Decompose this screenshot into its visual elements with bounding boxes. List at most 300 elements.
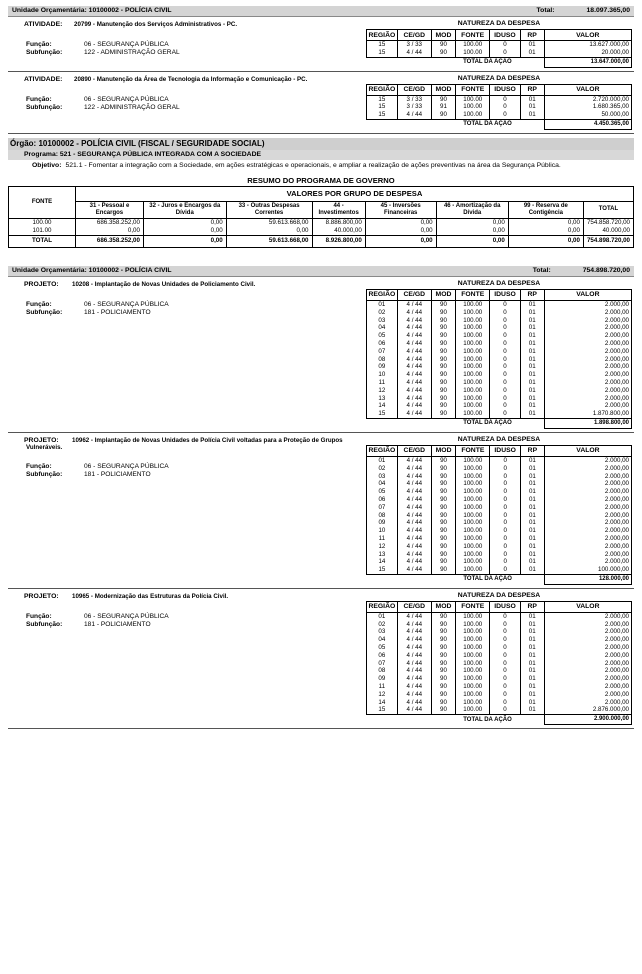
table-cell: 100.00 [456, 558, 490, 566]
table-cell: 100.00 [456, 363, 490, 371]
table-cell: 01 [520, 363, 544, 371]
table-cell: 90 [431, 699, 455, 707]
table-row [367, 387, 632, 395]
table-cell: 06 [367, 340, 398, 348]
table-header-row [367, 84, 632, 95]
table-cell: 50.000,00 [544, 111, 631, 119]
resumo-cell: 686.358.252,00 [76, 218, 144, 227]
natureza-panel [366, 591, 632, 725]
funcao-subfuncao [26, 463, 169, 479]
action-info [8, 591, 360, 725]
table-cell: 01 [520, 644, 544, 652]
resumo-cell: 0,00 [226, 227, 312, 236]
table-cell: 100.00 [456, 488, 490, 496]
resumo-col-header: 31 - Pessoal e Encargos [76, 201, 144, 218]
table-cell: 0 [490, 309, 520, 317]
table-row [367, 566, 632, 574]
table-cell: 2.000,00 [544, 363, 631, 371]
table-cell: 01 [520, 527, 544, 535]
table-row [367, 543, 632, 551]
table-cell: 100.00 [456, 675, 490, 683]
table-cell: 100.00 [456, 667, 490, 675]
table-cell: 0 [490, 496, 520, 504]
col-header: REGIÃO [368, 86, 396, 94]
resumo-cell: 754.858.720,00 [583, 218, 633, 227]
table-row [367, 667, 632, 675]
table-cell: 2.000,00 [544, 324, 631, 332]
table-cell: 01 [520, 95, 544, 103]
resumo-col-header: 44 - Investimentos [312, 201, 365, 218]
resumo-row [9, 218, 634, 227]
table-cell: 2.000,00 [544, 667, 631, 675]
table-cell: 0 [490, 379, 520, 387]
table-cell: 4 / 44 [397, 512, 431, 520]
table-cell: 07 [367, 660, 398, 668]
subfuncao-label: Subfunção: [26, 103, 63, 111]
table-cell: 2.000,00 [544, 543, 631, 551]
table-cell: 12 [367, 543, 398, 551]
funcao-value: 06 - SEGURANÇA PÚBLICA [84, 612, 169, 620]
action-title-text: 20890 - Manutenção da Área de Tecnologia da Informação e Comunicação - PC. [74, 75, 308, 83]
table-cell: 100.00 [456, 356, 490, 364]
table-cell: 4 / 44 [397, 683, 431, 691]
table-row [367, 317, 632, 325]
table-cell: 4 / 44 [397, 488, 431, 496]
table-cell: 14 [367, 558, 398, 566]
action-total-value: 4.450.365,00 [544, 119, 631, 129]
table-cell: 4 / 44 [397, 566, 431, 574]
action-title-text: 10965 - Modernização das Estruturas da Polícia Civil. [72, 592, 229, 600]
table-cell: 90 [431, 706, 455, 714]
table-cell: 100.00 [456, 49, 490, 57]
table-cell: 0 [490, 41, 520, 49]
table-row [367, 379, 632, 387]
action-info [8, 279, 360, 429]
table-cell: 15 [367, 49, 398, 57]
table-cell: 01 [520, 504, 544, 512]
subfuncao-row [26, 471, 169, 479]
table-cell: 2.000,00 [544, 519, 631, 527]
table-cell: 2.000,00 [544, 332, 631, 340]
funcao-label: Função: [26, 300, 52, 308]
natureza-title: NATUREZA DA DESPESA [457, 591, 541, 599]
resumo-cell: 0,00 [508, 218, 583, 227]
table-cell: 01 [520, 103, 544, 111]
col-header: RP [520, 289, 544, 300]
table-cell: 0 [490, 519, 520, 527]
action-title [8, 19, 360, 29]
table-row [367, 371, 632, 379]
table-row [367, 496, 632, 504]
table-cell: 01 [520, 543, 544, 551]
table-cell: 01 [520, 636, 544, 644]
table-cell: 01 [520, 395, 544, 403]
table-row [367, 706, 632, 714]
table-cell: 2.000,00 [544, 675, 631, 683]
table-cell: 4 / 44 [397, 371, 431, 379]
funcao-value: 06 - SEGURANÇA PÚBLICA [84, 41, 169, 48]
table-cell: 01 [520, 706, 544, 714]
table-cell: 2.000,00 [544, 473, 631, 481]
table-cell: 4 / 44 [397, 111, 431, 119]
table-row [367, 504, 632, 512]
subfuncao-value: 122 - ADMINISTRAÇÃO GERAL [84, 49, 180, 56]
col-header: MOD [431, 601, 455, 612]
table-row [367, 699, 632, 707]
table-cell: 0 [490, 566, 520, 574]
table-header-row [367, 289, 632, 300]
table-cell: 01 [520, 356, 544, 364]
table-cell: 0 [490, 356, 520, 364]
action-title-text: 10208 - Implantação de Novas Unidades de Policiamento Civil. [72, 280, 256, 288]
resumo-cell: 0,00 [143, 218, 226, 227]
table-cell: 15 [367, 41, 398, 49]
table-cell: 0 [490, 363, 520, 371]
resumo-cell: 59.613.668,00 [226, 218, 312, 227]
table-row [367, 456, 632, 464]
natureza-table [366, 289, 632, 429]
table-cell: 4 / 44 [397, 675, 431, 683]
table-cell: 0 [490, 387, 520, 395]
funcao-subfuncao [26, 301, 169, 317]
col-header: MOD [431, 445, 455, 456]
table-cell: 4 / 44 [397, 363, 431, 371]
table-cell: 3 / 33 [397, 41, 431, 49]
table-cell: 07 [367, 348, 398, 356]
funcao-row [26, 41, 180, 49]
funcao-subfuncao [26, 96, 180, 112]
table-row [367, 309, 632, 317]
table-cell: 100.000,00 [544, 566, 631, 574]
action-total-value: 1.898.800,00 [544, 418, 631, 428]
table-cell: 4 / 44 [397, 480, 431, 488]
table-row [367, 527, 632, 535]
table-cell: 90 [431, 356, 455, 364]
subfuncao-value: 181 - POLICIAMENTO [84, 470, 151, 478]
col-header: CE/GD [397, 30, 431, 41]
resumo-col-header: TOTAL [583, 201, 633, 218]
funcao-row [26, 613, 169, 621]
table-cell: 90 [431, 387, 455, 395]
table-cell: 0 [490, 488, 520, 496]
table-cell: 05 [367, 644, 398, 652]
funcao-value: 06 - SEGURANÇA PÚBLICA [84, 300, 169, 308]
table-cell: 90 [431, 371, 455, 379]
table-cell: 0 [490, 504, 520, 512]
table-cell: 90 [431, 95, 455, 103]
resumo-cell: 0,00 [76, 227, 144, 236]
table-cell: 4 / 44 [397, 644, 431, 652]
resumo-cell: 8.886.800,00 [312, 218, 365, 227]
resumo-total-cell: 59.613.668,00 [226, 235, 312, 247]
action-title-text: 20799 - Manutenção dos Serviços Administrativos - PC. [74, 21, 238, 28]
natureza-table [366, 601, 632, 725]
table-cell: 1.680.365,00 [544, 103, 631, 111]
table-cell: 12 [367, 691, 398, 699]
table-cell: 0 [490, 512, 520, 520]
table-cell: 11 [367, 683, 398, 691]
table-cell: 0 [490, 652, 520, 660]
action-total-row [367, 57, 632, 67]
natureza-panel [366, 435, 632, 585]
resumo-cell: 0,00 [143, 227, 226, 236]
table-row [367, 410, 632, 418]
table-cell: 90 [431, 111, 455, 119]
table-cell: 09 [367, 675, 398, 683]
table-cell: 100.00 [456, 41, 490, 49]
table-cell: 0 [490, 473, 520, 481]
col-header: MOD [431, 84, 455, 95]
table-cell: 01 [520, 558, 544, 566]
table-cell: 4 / 44 [397, 699, 431, 707]
unit-header-1 [8, 6, 634, 17]
table-cell: 01 [520, 473, 544, 481]
table-cell: 0 [490, 324, 520, 332]
table-cell: 100.00 [456, 340, 490, 348]
table-cell: 4 / 44 [397, 667, 431, 675]
table-header-row [367, 601, 632, 612]
resumo-cell: 40.000,00 [312, 227, 365, 236]
action-info [8, 74, 360, 130]
table-cell: 0 [490, 332, 520, 340]
table-row [367, 49, 632, 57]
unit-header-2 [8, 266, 634, 277]
table-cell: 4 / 44 [397, 324, 431, 332]
resumo-cell: 0,00 [436, 227, 508, 236]
table-cell: 01 [520, 488, 544, 496]
table-cell: 01 [520, 300, 544, 308]
table-cell: 90 [431, 340, 455, 348]
resumo-cell: 101.00 [9, 227, 76, 236]
action-total-label: TOTAL DA AÇÃO [463, 121, 512, 128]
resumo-table [8, 186, 634, 248]
table-cell: 90 [431, 49, 455, 57]
table-cell: 90 [431, 551, 455, 559]
action-total-label: TOTAL DA AÇÃO [463, 576, 512, 583]
table-cell: 2.000,00 [544, 558, 631, 566]
resumo-total-row [9, 235, 634, 247]
table-cell: 100.00 [456, 504, 490, 512]
table-cell: 100.00 [456, 691, 490, 699]
table-cell: 100.00 [456, 95, 490, 103]
table-cell: 4 / 44 [397, 402, 431, 410]
table-cell: 90 [431, 317, 455, 325]
table-cell: 01 [520, 111, 544, 119]
table-cell: 100.00 [456, 387, 490, 395]
table-cell: 100.00 [456, 395, 490, 403]
funcao-subfuncao [26, 613, 169, 629]
action-info [8, 435, 360, 585]
table-cell: 2.000,00 [544, 387, 631, 395]
table-cell: 100.00 [456, 111, 490, 119]
table-cell: 100.00 [456, 371, 490, 379]
table-cell: 2.000,00 [544, 402, 631, 410]
table-header-row [367, 445, 632, 456]
resumo-cell: 100.00 [9, 218, 76, 227]
table-row [367, 363, 632, 371]
table-cell: 90 [431, 652, 455, 660]
table-cell: 06 [367, 496, 398, 504]
table-cell: 01 [520, 465, 544, 473]
col-header: RP [520, 601, 544, 612]
subfuncao-value: 181 - POLICIAMENTO [84, 308, 151, 316]
col-header: CE/GD [397, 601, 431, 612]
table-cell: 0 [490, 95, 520, 103]
table-cell: 2.000,00 [544, 309, 631, 317]
table-row [367, 636, 632, 644]
natureza-table [366, 445, 632, 585]
resumo-title: RESUMO DO PROGRAMA DE GOVERNO [247, 175, 395, 185]
table-cell: 2.000,00 [544, 683, 631, 691]
table-row [367, 324, 632, 332]
funcao-value: 06 - SEGURANÇA PÚBLICA [84, 95, 169, 103]
table-cell: 4 / 44 [397, 504, 431, 512]
table-cell: 2.000,00 [544, 356, 631, 364]
table-cell: 90 [431, 612, 455, 620]
subfuncao-row [26, 309, 169, 317]
table-cell: 100.00 [456, 300, 490, 308]
table-cell: 01 [520, 660, 544, 668]
table-cell: 4 / 44 [397, 660, 431, 668]
table-cell: 2.000,00 [544, 395, 631, 403]
action-total-label: TOTAL DA AÇÃO [463, 58, 512, 65]
table-cell: 01 [520, 551, 544, 559]
natureza-table [366, 29, 632, 68]
action-block [8, 279, 634, 429]
col-header: CE/GD [397, 84, 431, 95]
table-cell: 100.00 [456, 309, 490, 317]
resumo-col-header: 99 - Reserva de Contigência [508, 201, 583, 218]
col-header: VALOR [544, 445, 631, 456]
table-header-row [367, 30, 632, 41]
resumo-fonte-header: FONTE [9, 186, 76, 218]
col-header: RP [520, 84, 544, 95]
divider [8, 71, 634, 72]
col-header: FONTE [456, 84, 490, 95]
resumo-cell: 0,00 [365, 227, 436, 236]
col-header: REGIÃO [368, 31, 396, 39]
table-cell: 2.000,00 [544, 699, 631, 707]
action-total-value: 2.900.000,00 [544, 715, 631, 725]
table-cell: 0 [490, 675, 520, 683]
table-row [367, 519, 632, 527]
table-cell: 01 [520, 699, 544, 707]
table-cell: 100.00 [456, 644, 490, 652]
table-cell: 90 [431, 348, 455, 356]
table-cell: 0 [490, 317, 520, 325]
natureza-table [366, 84, 632, 130]
table-cell: 02 [367, 309, 398, 317]
resumo-col-header: 33 - Outras Despesas Correntes [226, 201, 312, 218]
table-cell: 100.00 [456, 660, 490, 668]
table-cell: 2.000,00 [544, 535, 631, 543]
table-cell: 20.000,00 [544, 49, 631, 57]
action-info [8, 19, 360, 68]
natureza-title: NATUREZA DA DESPESA [457, 20, 541, 27]
table-cell: 90 [431, 675, 455, 683]
table-cell: 08 [367, 356, 398, 364]
table-cell: 01 [520, 667, 544, 675]
table-cell: 2.000,00 [544, 317, 631, 325]
col-header: REGIÃO [368, 291, 396, 299]
subfuncao-label: Subfunção: [26, 49, 63, 56]
table-cell: 01 [520, 41, 544, 49]
funcao-label: Função: [26, 95, 52, 103]
table-row [367, 488, 632, 496]
table-cell: 10 [367, 527, 398, 535]
col-header: VALOR [544, 84, 631, 95]
funcao-row [26, 301, 169, 309]
table-cell: 13 [367, 395, 398, 403]
table-cell: 2.000,00 [544, 480, 631, 488]
table-cell: 15 [367, 566, 398, 574]
table-cell: 01 [520, 387, 544, 395]
table-cell: 4 / 44 [397, 496, 431, 504]
table-row [367, 512, 632, 520]
table-cell: 90 [431, 379, 455, 387]
table-cell: 0 [490, 527, 520, 535]
table-cell: 0 [490, 612, 520, 620]
col-header: FONTE [456, 30, 490, 41]
table-cell: 100.00 [456, 683, 490, 691]
table-cell: 08 [367, 512, 398, 520]
table-cell: 100.00 [456, 706, 490, 714]
table-cell: 05 [367, 488, 398, 496]
table-cell: 2.000,00 [544, 621, 631, 629]
table-cell: 01 [520, 496, 544, 504]
col-header: MOD [431, 289, 455, 300]
table-cell: 2.000,00 [544, 379, 631, 387]
divider [8, 432, 634, 433]
unit-label: Unidade Orçamentária: 10100002 - POLÍCIA CIVIL [12, 7, 172, 14]
table-cell: 4 / 44 [397, 473, 431, 481]
table-cell: 0 [490, 395, 520, 403]
col-header: VALOR [544, 30, 631, 41]
table-cell: 2.000,00 [544, 456, 631, 464]
table-row [367, 621, 632, 629]
table-cell: 4 / 44 [397, 612, 431, 620]
table-cell: 01 [520, 317, 544, 325]
table-row [367, 612, 632, 620]
table-cell: 4 / 44 [397, 356, 431, 364]
table-cell: 2.000,00 [544, 371, 631, 379]
natureza-title: NATUREZA DA DESPESA [457, 74, 541, 82]
table-cell: 4 / 44 [397, 636, 431, 644]
table-cell: 01 [520, 410, 544, 418]
table-cell: 0 [490, 636, 520, 644]
table-cell: 0 [490, 371, 520, 379]
table-cell: 2.000,00 [544, 660, 631, 668]
table-cell: 4 / 44 [397, 395, 431, 403]
table-cell: 01 [520, 456, 544, 464]
table-cell: 02 [367, 621, 398, 629]
table-cell: 05 [367, 332, 398, 340]
table-cell: 03 [367, 473, 398, 481]
table-cell: 01 [520, 683, 544, 691]
col-header: FONTE [456, 289, 490, 300]
table-cell: 100.00 [456, 103, 490, 111]
natureza-title: NATUREZA DA DESPESA [457, 279, 541, 287]
table-cell: 09 [367, 519, 398, 527]
table-cell: 90 [431, 691, 455, 699]
table-cell: 01 [520, 480, 544, 488]
table-cell: 01 [367, 612, 398, 620]
table-cell: 4 / 44 [397, 300, 431, 308]
objetivo-text: 521.1 - Fomentar a integração com a Sociedade, em ações estratégicas e operacionais, e ampliar a realização de ações preventivas na área da Segurança Pública. [65, 161, 561, 169]
table-cell: 15 [367, 706, 398, 714]
table-cell: 04 [367, 480, 398, 488]
table-cell: 01 [520, 324, 544, 332]
